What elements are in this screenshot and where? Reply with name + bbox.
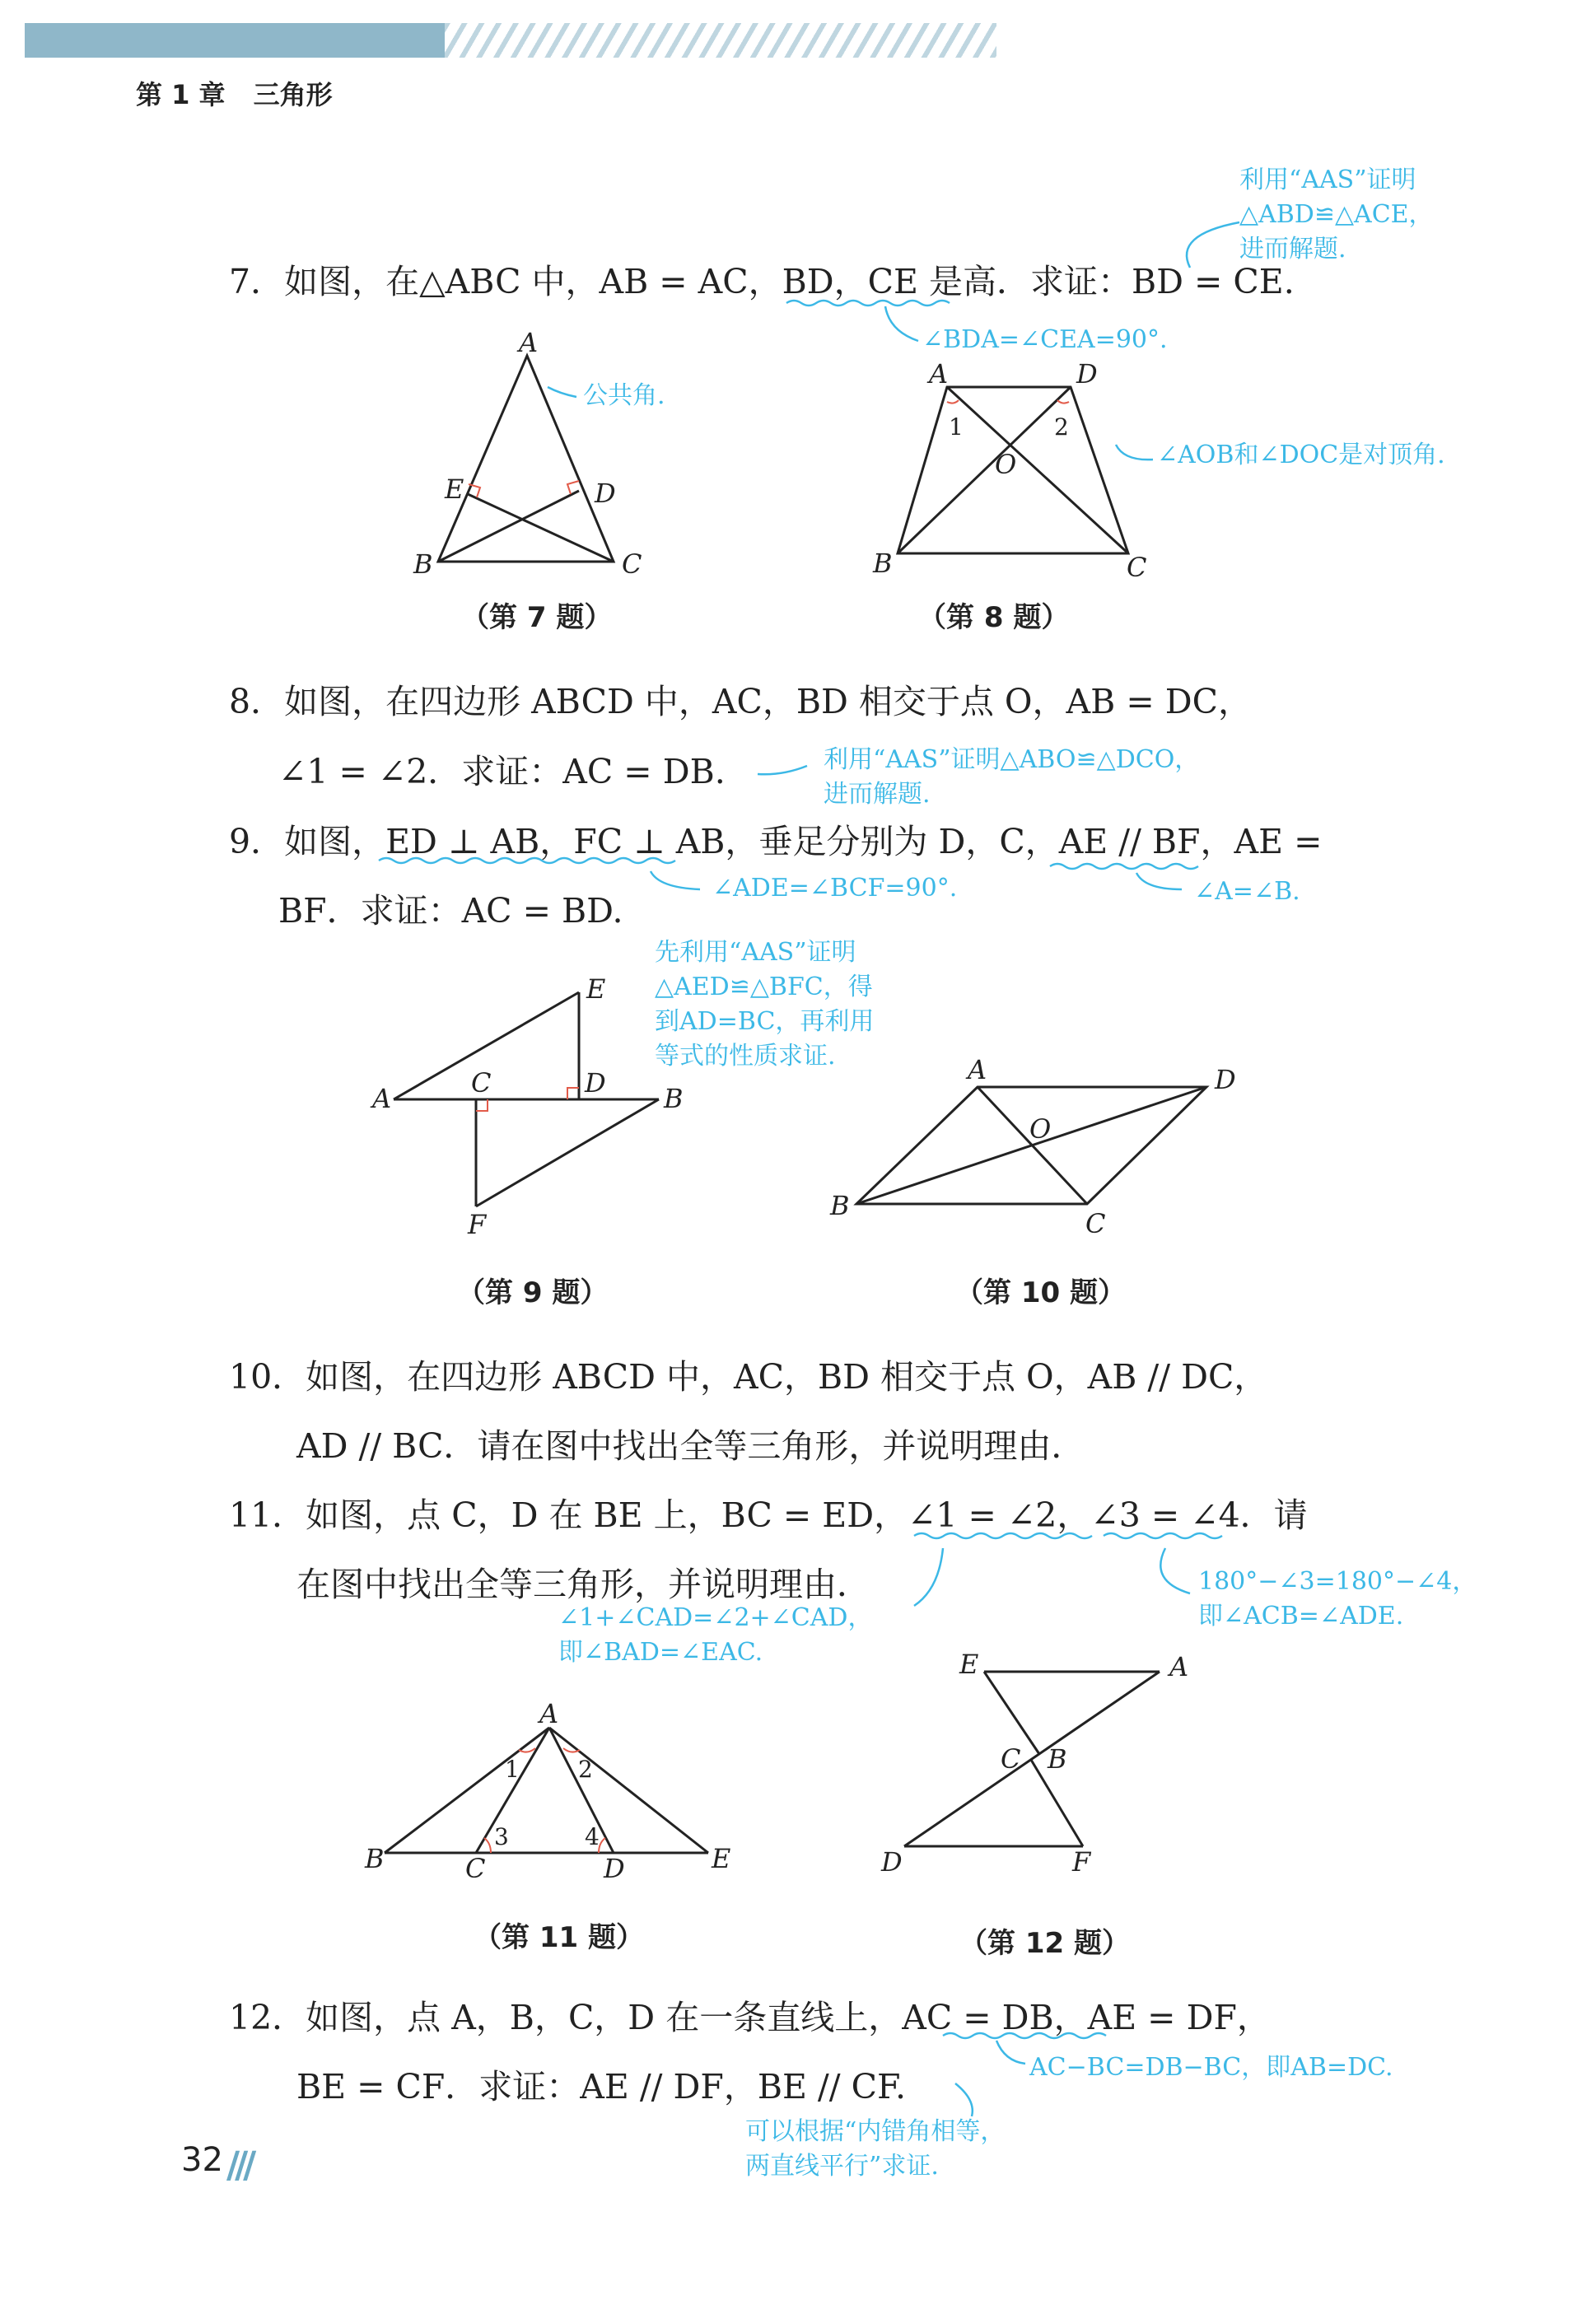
arrow-7c	[548, 387, 576, 397]
note-11b-line1: 180°−∠3=180°−∠4，	[1198, 1567, 1477, 1596]
problem-9-line1: 9．如图，ED ⊥ AB，FC ⊥ AB，垂足分别为 D，C，AE // BF，AE =	[229, 822, 1323, 861]
fig11-angle-4	[599, 1838, 605, 1853]
problem-11-line1: 11．如图，点 C，D 在 BE 上，BC = ED，∠1 = ∠2，∠3 = ∠4．请	[229, 1495, 1308, 1535]
fig9-label-b: B	[664, 1083, 684, 1114]
squiggle-p11a	[914, 1533, 1092, 1538]
chapter-title: 三角形	[253, 79, 333, 110]
arrow-9b	[1136, 873, 1182, 889]
fig8-angle-2	[1057, 400, 1069, 404]
arrow-9a	[651, 871, 700, 889]
note-9b: ∠A=∠B.	[1194, 877, 1300, 906]
figure-10	[856, 1087, 1206, 1204]
squiggle-p12	[943, 2033, 1106, 2038]
problem-8-line1: 8．如图，在四边形 ABCD 中，AC，BD 相交于点 O，AB = DC，	[229, 682, 1252, 721]
fig11-label-b: B	[365, 1843, 385, 1874]
note-9c-line4: 等式的性质求证.	[655, 1042, 836, 1071]
squiggle-p11b	[1104, 1533, 1222, 1538]
fig8-label-c: C	[1127, 552, 1147, 583]
problem-9-line2: BF．求证：AC = BD.	[278, 891, 623, 931]
figure-9	[394, 992, 659, 1206]
note-8b-line1: 利用“AAS”证明△ABO≌△DCO，	[824, 745, 1200, 774]
note-11b-line2: 即∠ACB=∠ADE.	[1198, 1602, 1404, 1631]
arrow-12b	[955, 2083, 973, 2116]
caption-fig7: （第 7 题）	[461, 601, 613, 634]
note-8b-line2: 进而解题.	[824, 780, 931, 809]
fig8-label-b: B	[873, 548, 893, 579]
fig12-line-ad	[904, 1672, 1160, 1846]
fig9-label-a: A	[372, 1083, 392, 1114]
fig12-label-c: C	[1001, 1743, 1021, 1775]
fig8-angle-1	[947, 400, 959, 404]
note-8a: ∠AOB和∠DOC是对顶角.	[1157, 441, 1445, 469]
fig7-label-c: C	[622, 548, 642, 580]
fig12-label-a: A	[1169, 1651, 1189, 1682]
problem-11-line2: 在图中找出全等三角形，并说明理由．	[296, 1565, 870, 1604]
figure-11	[385, 1728, 708, 1853]
fig11-segment-ae	[549, 1728, 708, 1853]
fig8-diagonal-ac	[947, 387, 1128, 553]
caption-fig11: （第 11 题）	[474, 1921, 644, 1954]
fig7-label-e: E	[445, 474, 464, 505]
note-7a-line2: △ABD≌△ACE，	[1239, 200, 1434, 229]
fig10-label-c: C	[1085, 1208, 1106, 1239]
fig12-label-b: B	[1048, 1743, 1067, 1775]
fig9-label-e: E	[586, 973, 606, 1005]
figure-12	[904, 1672, 1160, 1846]
fig10-label-b: B	[830, 1190, 850, 1221]
note-9c-line1: 先利用“AAS”证明	[655, 938, 856, 967]
fig7-triangle-abc	[438, 356, 614, 562]
caption-fig10: （第 10 题）	[955, 1276, 1126, 1309]
caption-fig8: （第 8 题）	[918, 601, 1070, 634]
chapter-number: 第 1 章	[136, 79, 226, 110]
fig9-segment-fb	[476, 1099, 659, 1206]
note-11a-line1: ∠1+∠CAD=∠2+∠CAD，	[558, 1603, 873, 1632]
fig11-label-d: D	[604, 1853, 625, 1884]
fig9-label-f: F	[468, 1209, 487, 1240]
figure-7	[438, 356, 614, 562]
arrow-7a	[1187, 222, 1239, 268]
fig9-label-d: D	[585, 1067, 606, 1099]
squiggle-p9a	[379, 858, 675, 863]
note-7c: 公共角.	[583, 381, 665, 410]
arrow-8a	[1116, 445, 1153, 460]
note-7a-line3: 进而解题.	[1239, 235, 1346, 264]
caption-fig9: （第 9 题）	[457, 1276, 609, 1309]
squiggle-p9b	[1050, 864, 1198, 869]
fig7-segment-ce	[468, 494, 614, 562]
fig8-label-a: A	[929, 358, 949, 390]
arrow-8b	[758, 766, 807, 774]
fig12-label-e: E	[959, 1649, 979, 1680]
fig10-label-o: O	[1029, 1113, 1052, 1145]
fig11-label-e: E	[712, 1843, 731, 1874]
fig11-angle-3	[484, 1838, 491, 1853]
problem-10-line1: 10．如图，在四边形 ABCD 中，AC，BD 相交于点 O，AB // DC，	[229, 1357, 1268, 1397]
note-7b: ∠BDA=∠CEA=90°.	[922, 325, 1168, 354]
arrow-11b	[1160, 1548, 1190, 1593]
note-9c-line3: 到AD=BC，再利用	[655, 1007, 875, 1036]
fig11-label-2: 2	[578, 1756, 593, 1783]
note-11a-line2: 即∠BAD=∠EAC.	[558, 1638, 763, 1667]
problem-10-line2: AD // BC．请在图中找出全等三角形，并说明理由．	[296, 1426, 1085, 1466]
squiggle-p7	[786, 301, 950, 306]
fig11-label-4: 4	[585, 1823, 600, 1850]
fig11-label-a: A	[539, 1698, 559, 1729]
problem-8-line2: ∠1 = ∠2．求证：AC = DB.	[278, 752, 726, 791]
fig11-segment-ac	[476, 1728, 549, 1853]
fig11-segment-ab	[385, 1728, 549, 1853]
fig10-label-a: A	[968, 1054, 987, 1085]
problem-12-line2: BE = CF．求证：AE // DF，BE // CF.	[296, 2067, 907, 2106]
arrow-11a	[914, 1548, 943, 1606]
note-9c-line2: △AED≌△BFC，得	[655, 973, 873, 1001]
fig7-label-a: A	[519, 327, 539, 358]
fig9-label-c: C	[471, 1067, 492, 1099]
fig10-diagonal-bd	[856, 1087, 1206, 1204]
note-7a-line1: 利用“AAS”证明	[1239, 166, 1416, 194]
problem-7: 7．如图，在△ABC 中，AB = AC，BD，CE 是高．求证：BD = CE.	[229, 262, 1295, 301]
note-9a: ∠ADE=∠BCF=90°.	[712, 874, 958, 903]
fig11-label-3: 3	[494, 1823, 509, 1850]
fig8-label-1: 1	[949, 413, 964, 441]
fig8-label-d: D	[1076, 358, 1098, 390]
page-number: 32	[181, 2141, 223, 2179]
fig10-label-d: D	[1215, 1064, 1236, 1095]
fig9-right-angle-d	[567, 1088, 579, 1099]
fig8-label-2: 2	[1054, 413, 1069, 441]
fig11-segment-ad	[549, 1728, 614, 1853]
fig11-label-1: 1	[505, 1756, 520, 1783]
note-12a: AC−BC=DB−BC，即AB=DC.	[1029, 2053, 1393, 2082]
fig12-label-d: D	[881, 1846, 903, 1878]
fig9-right-angle-c	[476, 1099, 488, 1111]
fig7-label-b: B	[413, 548, 433, 580]
fig11-label-c: C	[465, 1853, 486, 1884]
fig12-label-f: F	[1072, 1846, 1091, 1878]
fig8-label-o: O	[995, 449, 1017, 480]
page-mark: ///	[226, 2144, 252, 2186]
note-12b-line1: 可以根据“内错角相等，	[745, 2117, 1006, 2146]
arrow-12a	[996, 2041, 1025, 2064]
problem-12-line1: 12．如图，点 A，B，C，D 在一条直线上，AC = DB，AE = DF，	[229, 1998, 1271, 2037]
note-12b-line2: 两直线平行”求证.	[745, 2152, 939, 2181]
fig12-segment-ec	[984, 1672, 1039, 1754]
fig7-label-d: D	[595, 478, 616, 509]
arrow-7b	[885, 306, 918, 341]
caption-fig12: （第 12 题）	[959, 1927, 1130, 1960]
